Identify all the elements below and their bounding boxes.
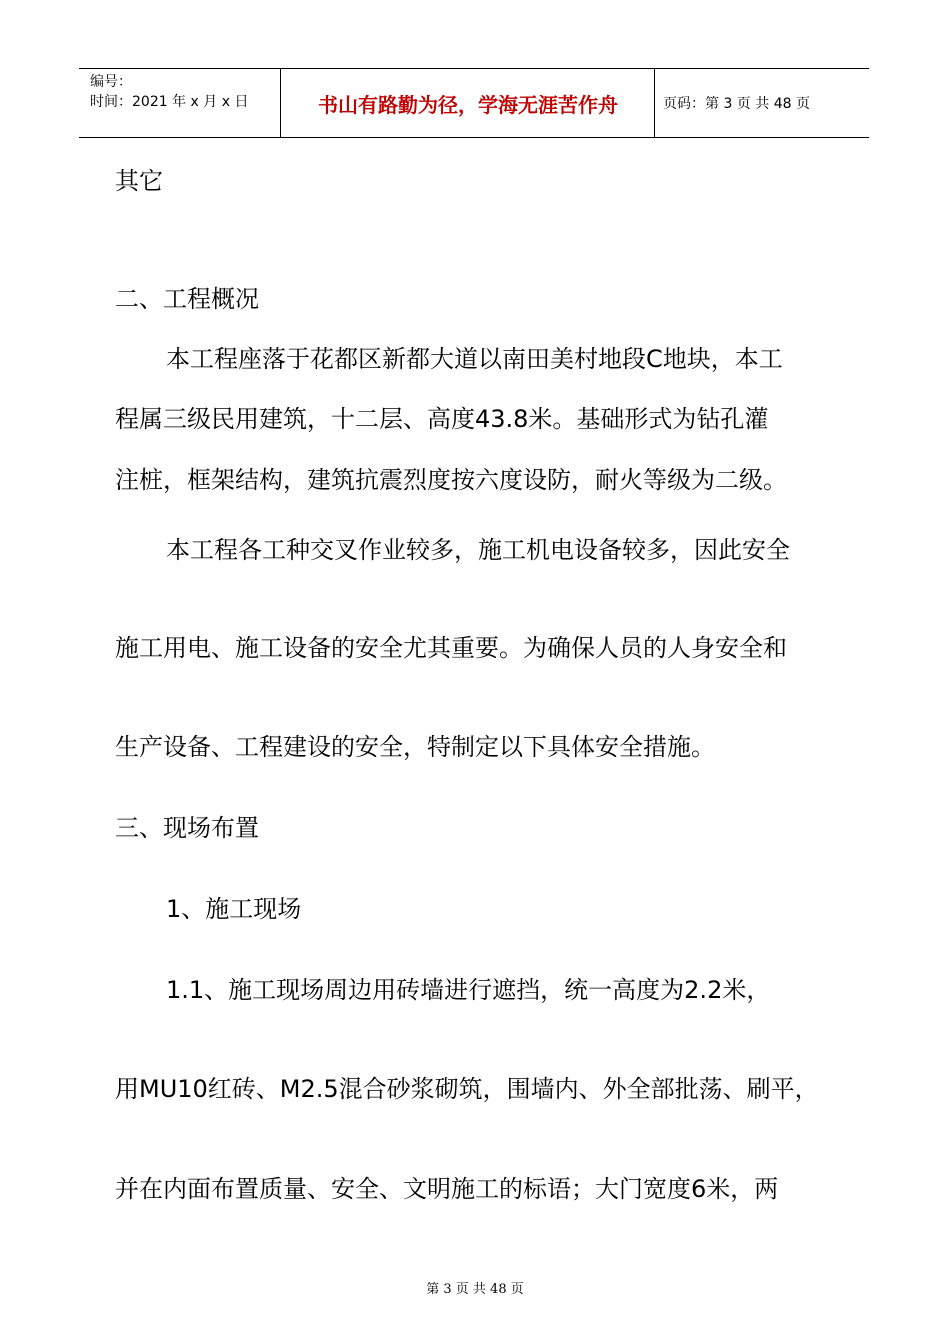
subsection-heading: 1、施工现场	[166, 895, 302, 923]
body-line: 本工程座落于花都区新都大道以南田美村地段C地块，本工	[166, 345, 783, 373]
page-footer: 第 3 页 共 48 页	[426, 1282, 524, 1297]
header-motto: 书山有路勤为径，学海无涯苦作舟	[318, 92, 618, 117]
body-line: 程属三级民用建筑，十二层、高度43.8米。基础形式为钻孔灌	[115, 405, 769, 433]
body-line: 1.1、施工现场周边用砖墙进行遮挡，统一高度为2.2米，	[166, 976, 771, 1004]
date-label: 时间：2021 年 x 月 x 日	[90, 94, 249, 110]
header-divider-right	[654, 69, 655, 137]
body-line: 其它	[115, 167, 163, 195]
page-header	[79, 68, 869, 138]
header-page-info: 页码：第 3 页 共 48 页	[663, 96, 810, 112]
header-divider-left	[280, 69, 281, 137]
section-heading: 三、现场布置	[115, 814, 259, 842]
body-line: 注桩，框架结构，建筑抗震烈度按六度设防，耐火等级为二级。	[115, 466, 787, 494]
body-line: 用MU10红砖、M2.5混合砂浆砌筑，围墙内、外全部批荡、刷平，	[115, 1075, 819, 1103]
section-heading: 二、工程概况	[115, 285, 259, 313]
body-line: 施工用电、施工设备的安全尤其重要。为确保人员的人身安全和	[115, 634, 787, 662]
header-meta	[90, 72, 280, 112]
body-line: 生产设备、工程建设的安全，特制定以下具体安全措施。	[115, 733, 715, 761]
body-line: 并在内面布置质量、安全、文明施工的标语；大门宽度6米，两	[115, 1175, 779, 1203]
serial-label: 编号：	[90, 74, 132, 90]
body-line: 本工程各工种交叉作业较多，施工机电设备较多，因此安全	[166, 536, 790, 564]
